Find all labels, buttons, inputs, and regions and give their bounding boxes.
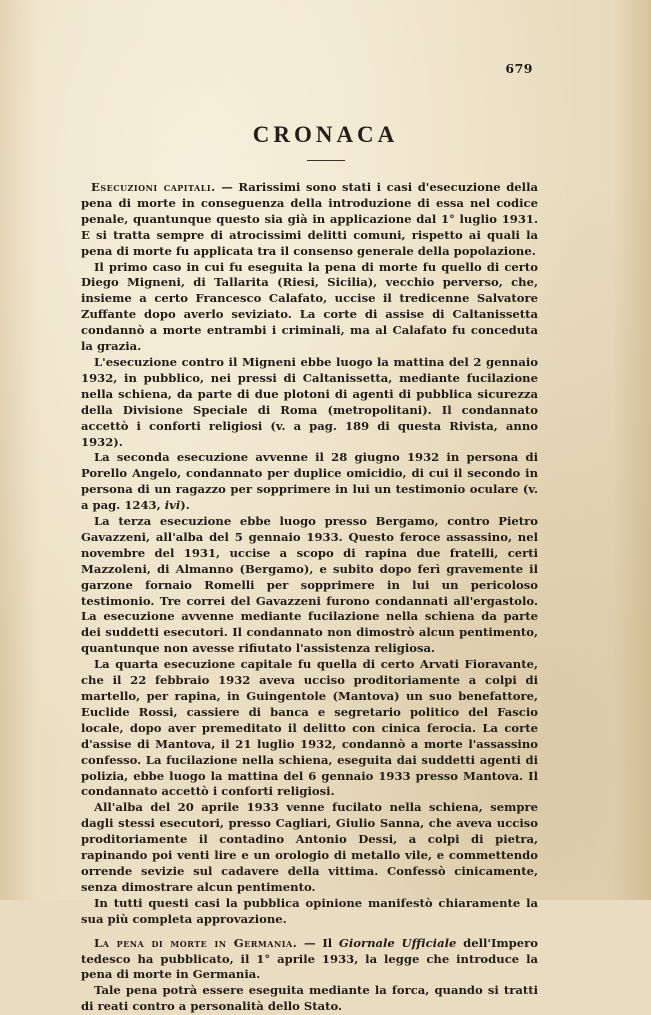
paragraph-germania-intro — [81, 936, 538, 984]
paragraph-text: dell'Impero tedesco ha pubblicato, il 1° aprile 1933, la legge che introduce la pena di morte in Germania. — [81, 935, 538, 982]
paragraph — [81, 450, 538, 514]
paragraph-text: — Il — [297, 935, 339, 950]
paragraph-text: La seconda esecuzione avvenne il 28 giugno 1932 in persona di Porello Angelo, condannato per duplice omicidio, di cui il secondo in persona di un ragazzo per sopprimere in lui un testimonio oculare (v. a pag. 1243, — [81, 450, 538, 513]
paragraph: Tale pena potrà essere eseguita mediante la forca, quando si tratti di reati contro a personalità dello Stato. — [81, 983, 538, 1014]
paragraph-text: — Rarissimi sono stati i casi d'esecuzione della pena di morte in conseguenza della introduzione di essa nel codice penale, quantunque questo sia già in applicazione dal 1° luglio 1931. E si tratta sempre di atrocissimi delitti comuni, rispetto ai quali la pena di morte fu applicata tra il consenso generale della popolazione. — [81, 180, 539, 258]
section-heading-esecuzioni: Esecuzioni capitali. — [91, 180, 216, 194]
section-heading-germania: La pena di morte in Germania. — [94, 935, 298, 950]
paragraph-esecuzioni-intro — [81, 180, 538, 260]
paragraph: In tutti questi casi la pubblica opinione manifestò chiaramente la sua più completa approvazione. — [81, 895, 538, 926]
paragraph-text: ). — [180, 498, 190, 513]
section-title: CRONACA — [252, 122, 399, 147]
paragraph: La quarta esecuzione capitale fu quella di certo Arvati Fioravante, che il 22 febbraio 1932 aveva ucciso proditoriamente a colpi di martello, per rapina, in Guingentole (Mantova) un suo benefattore, Euclide Rossi, cassiere di banca e segretario politico del Fascio locale, dopo aver premeditato il delitto con cinica ferocia. La corte d'assise di Mantova, il 21 luglio 1932, condannò a morte l'assassino confesso. La fucilazione nella schiena, eseguita dai suddetti agenti di polizia, ebbe luogo la mattina del 6 gennaio 1933 presso Mantova. Il condannato accettò i conforti religiosi. — [81, 657, 538, 799]
italic-publication: Giornale Ufficiale — [338, 935, 457, 950]
italic-reference: ivi — [164, 498, 181, 513]
paragraph: La terza esecuzione ebbe luogo presso Bergamo, contro Pietro Gavazzeni, all'alba del 5 gennaio 1933. Questo feroce assassino, nel novembre del 1931, uccise a scopo di rapina due fratelli, certi Mazzoleni, di Almanno (Bergamo), e subito dopo ferì gravemente il garzone fornaio Romelli per sopprimere in lui un pericoloso testimonio. Tre correi del Gavazzeni furono condannati all'ergastolo. La esecuzione avvenne mediante fucilazione nella schiena da parte dei suddetti esecutori. Il condannato non dimostrò alcun pentimento, quantunque non avesse rifiutato l'assistenza religiosa. — [81, 514, 538, 656]
paragraph: L'esecuzione contro il Migneni ebbe luogo la mattina del 2 gennaio 1932, in pubblico, nei pressi di Caltanissetta, mediante fucilazione nella schiena, da parte di due plotoni di agenti di pubblica sicurezza della Divisione Speciale di Roma (metropolitani). Il condannato accettò i conforti religiosi (v. a pag. 189 di questa Rivista, anno 1932). — [81, 354, 538, 449]
page-number: 679 — [505, 61, 533, 76]
paragraph: All'alba del 20 aprile 1933 venne fucilato nella schiena, sempre dagli stessi esecutori, presso Cagliari, Giulio Sanna, che aveva ucciso proditoriamente il contadino Antonio Dessi, a colpi di pietra, rapinando poi venti lire e un orologio di metallo vile, e commettendo orrende sevizie sul cadavere della vittima. Confessò cinicamente, senza dimostrare alcun pentimento. — [81, 800, 538, 894]
title-rule — [307, 160, 345, 161]
paragraph: Il primo caso in cui fu eseguita la pena di morte fu quello di certo Diego Migneni, di Tallarita (Riesi, Sicilia), vecchio perverso, che, insieme a certo Francesco Calafato, uccise il tredicenne Salvatore Zuffante dopo averlo seviziato. La corte di assise di Caltanissetta condannò a morte entrambi i criminali, ma al Calafato fu conceduta la grazia. — [81, 259, 538, 354]
article-body — [81, 180, 538, 1015]
